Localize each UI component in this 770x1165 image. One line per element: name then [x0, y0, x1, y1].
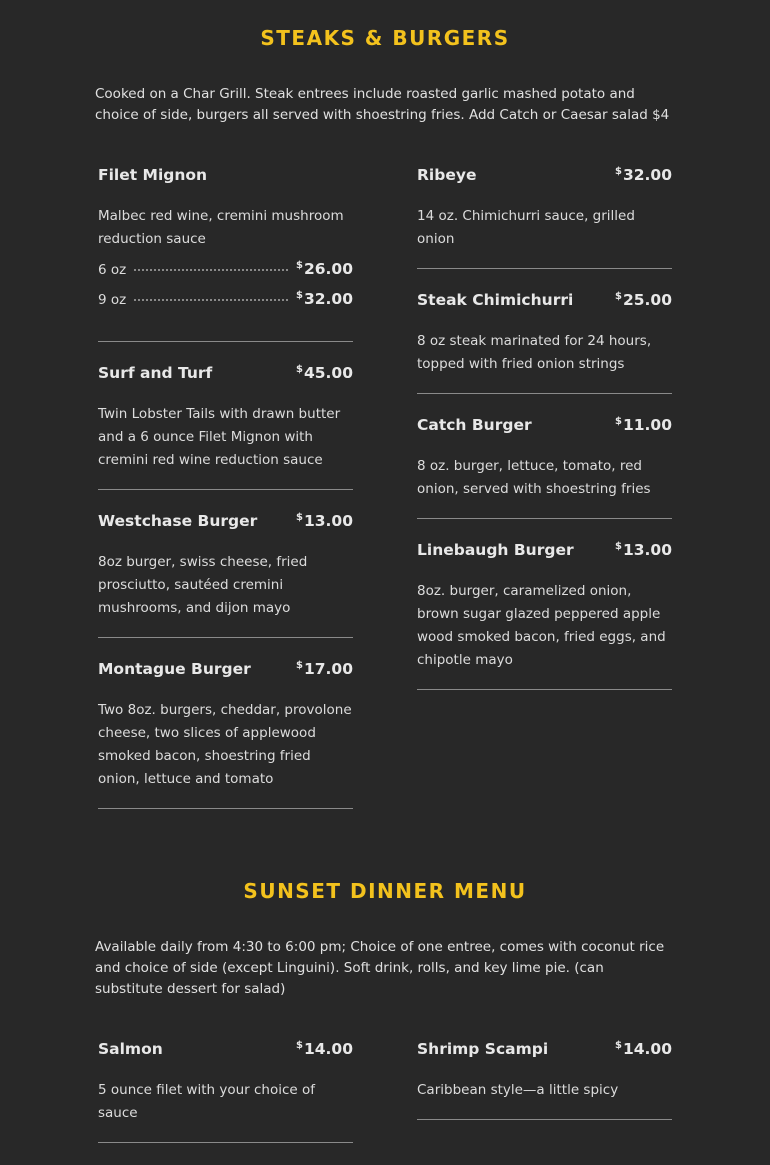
menu-item-linebaugh-burger	[417, 541, 672, 690]
size-option-9oz	[98, 290, 353, 320]
item-price: $25.00	[615, 291, 672, 309]
option-label: 6 oz	[98, 262, 127, 278]
menu-item-surf-and-turf	[98, 364, 353, 490]
item-name: Catch Burger	[417, 416, 532, 434]
item-price: $14.00	[615, 1040, 672, 1058]
menu-item-filet-mignon	[98, 166, 353, 342]
size-option-6oz	[98, 260, 353, 290]
dot-leader	[134, 269, 288, 271]
item-name: Steak Chimichurri	[417, 291, 574, 309]
menu-item-steak-chimichurri	[417, 291, 672, 394]
item-description: 8oz. burger, caramelized onion, brown sugar glazed peppered apple wood smoked bacon, fried eggs, and chipotle mayo	[417, 583, 666, 668]
item-price: $17.00	[296, 660, 353, 678]
section-description-steaks-burgers: Cooked on a Char Grill. Steak entrees include roasted garlic mashed potato and choice of side, burgers all served with shoestring fries. Add Catch or Caesar salad $4	[95, 86, 670, 123]
item-name: Linebaugh Burger	[417, 541, 574, 559]
option-label: 9 oz	[98, 292, 127, 308]
item-price: $45.00	[296, 364, 353, 382]
item-price: $13.00	[615, 541, 672, 559]
menu-item-montague-burger	[98, 660, 353, 809]
item-description: Two 8oz. burgers, cheddar, provolone cheese, two slices of applewood smoked bacon, shoestring fried onion, lettuce and tomato	[98, 702, 352, 787]
item-name: Salmon	[98, 1040, 163, 1058]
item-price: $11.00	[615, 416, 672, 434]
section-title-steaks-burgers: STEAKS & BURGERS	[260, 26, 510, 50]
item-price: $13.00	[296, 512, 353, 530]
sunset-right-column	[417, 1038, 672, 1142]
item-description: 8 oz steak marinated for 24 hours, topped with fried onion strings	[417, 333, 652, 372]
item-price: $32.00	[296, 290, 353, 308]
menu-item-ribeye	[417, 166, 672, 269]
item-price: $14.00	[296, 1040, 353, 1058]
item-price: $32.00	[615, 166, 672, 184]
section-title-sunset-dinner: SUNSET DINNER MENU	[243, 879, 527, 903]
menu-item-shrimp-scampi	[417, 1040, 672, 1120]
size-options	[98, 260, 353, 341]
item-description: 14 oz. Chimichurri sauce, grilled onion	[417, 208, 635, 247]
dot-leader	[134, 299, 288, 301]
item-description: Malbec red wine, cremini mushroom reduction sauce	[98, 208, 344, 247]
item-name: Westchase Burger	[98, 512, 258, 530]
section-description-sunset-dinner: Available daily from 4:30 to 6:00 pm; Choice of one entree, comes with coconut rice and choice of side (except Linguini). Soft drink, rolls, and key lime pie. (can substitute dessert for salad)	[95, 939, 665, 997]
steaks-right-column	[417, 164, 672, 712]
item-name: Ribeye	[417, 166, 477, 184]
item-description: 8oz burger, swiss cheese, fried prosciutto, sautéed cremini mushrooms, and dijon mayo	[98, 554, 308, 616]
item-name: Shrimp Scampi	[417, 1040, 549, 1058]
menu-item-westchase-burger	[98, 512, 353, 638]
item-description: 8 oz. burger, lettuce, tomato, red onion, served with shoestring fries	[417, 458, 651, 497]
menu-item-salmon	[98, 1040, 353, 1143]
menu-item-catch-burger	[417, 416, 672, 519]
item-name: Montague Burger	[98, 660, 251, 678]
item-description: Twin Lobster Tails with drawn butter and a 6 ounce Filet Mignon with cremini red wine reduction sauce	[98, 406, 341, 468]
sunset-left-column	[98, 1038, 353, 1165]
steaks-left-column	[98, 164, 353, 831]
item-name: Surf and Turf	[98, 364, 213, 382]
item-description: 5 ounce filet with your choice of sauce	[98, 1082, 316, 1121]
item-description: Caribbean style—a little spicy	[417, 1082, 619, 1098]
item-name: Filet Mignon	[98, 166, 208, 184]
item-price: $26.00	[296, 260, 353, 278]
